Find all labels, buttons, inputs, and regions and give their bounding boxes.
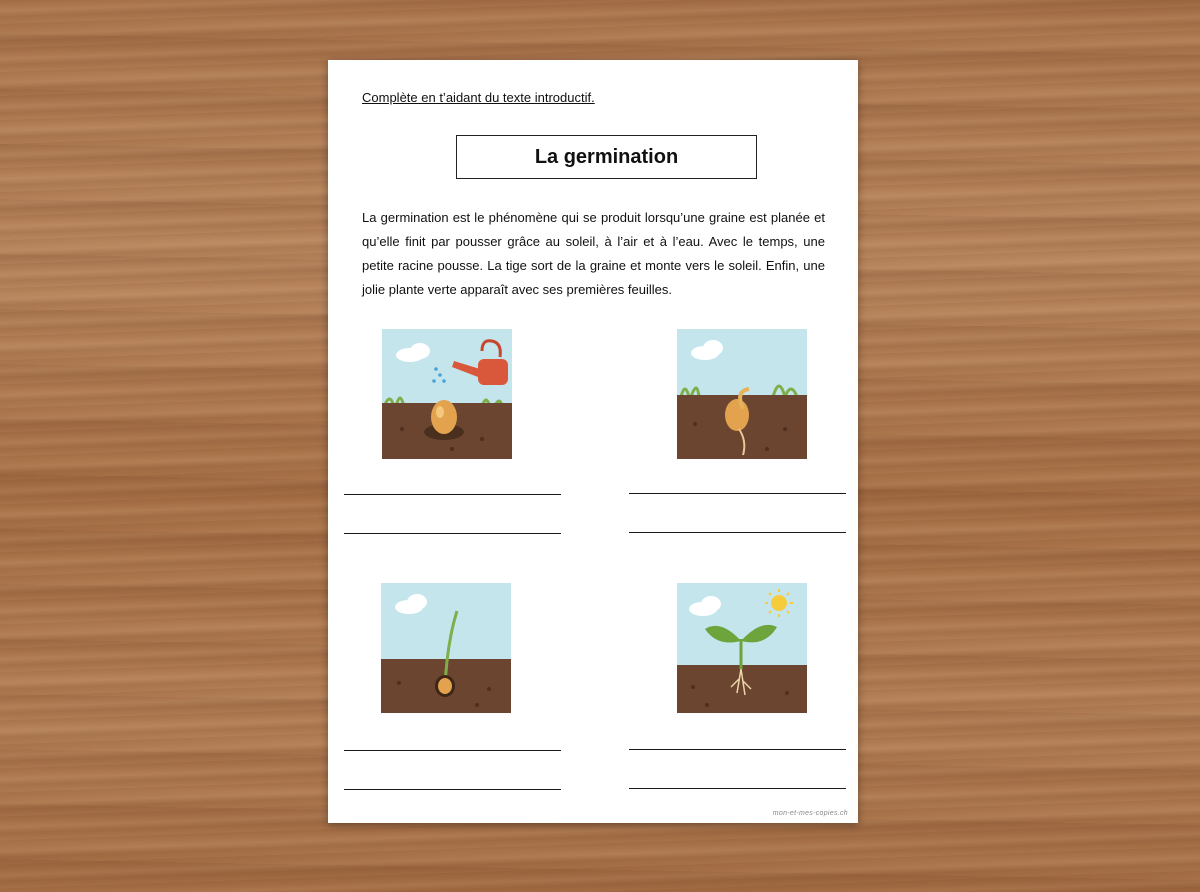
illustration-seedling-stem <box>381 583 511 713</box>
illustration-seed-watering <box>382 329 512 459</box>
intro-paragraph: La germination est le phénomène qui se produit lorsqu’une graine est planée et qu’elle finit par pousser grâce au soleil, à l’air et à l’eau. Avec le temps, une petite racine pousse. La tige sort de la graine et monte vers le soleil. Enfin, une jolie plante verte apparaît avec ses premières feuilles. <box>362 210 825 297</box>
seed-watering-image <box>382 329 512 459</box>
answer-line[interactable] <box>344 789 561 790</box>
answer-line[interactable] <box>629 493 846 494</box>
answer-line[interactable] <box>629 749 846 750</box>
worksheet-title: La germination <box>534 145 679 168</box>
watermark: mon-et-mes-copies.ch <box>772 810 848 817</box>
title-box <box>456 135 757 179</box>
answer-line[interactable] <box>344 494 561 495</box>
worksheet-page <box>328 60 858 823</box>
illustration-sprouting-seed <box>677 329 807 459</box>
answer-line[interactable] <box>629 788 846 789</box>
young-plant-image <box>677 583 807 713</box>
illustration-young-plant <box>677 583 807 713</box>
seedling-stem-image <box>381 583 511 713</box>
answer-line[interactable] <box>344 533 561 534</box>
sprouting-seed-image <box>677 329 807 459</box>
answer-line[interactable] <box>629 532 846 533</box>
answer-line[interactable] <box>344 750 561 751</box>
instruction-text: Complète en t’aidant du texte introductif. <box>362 90 595 105</box>
